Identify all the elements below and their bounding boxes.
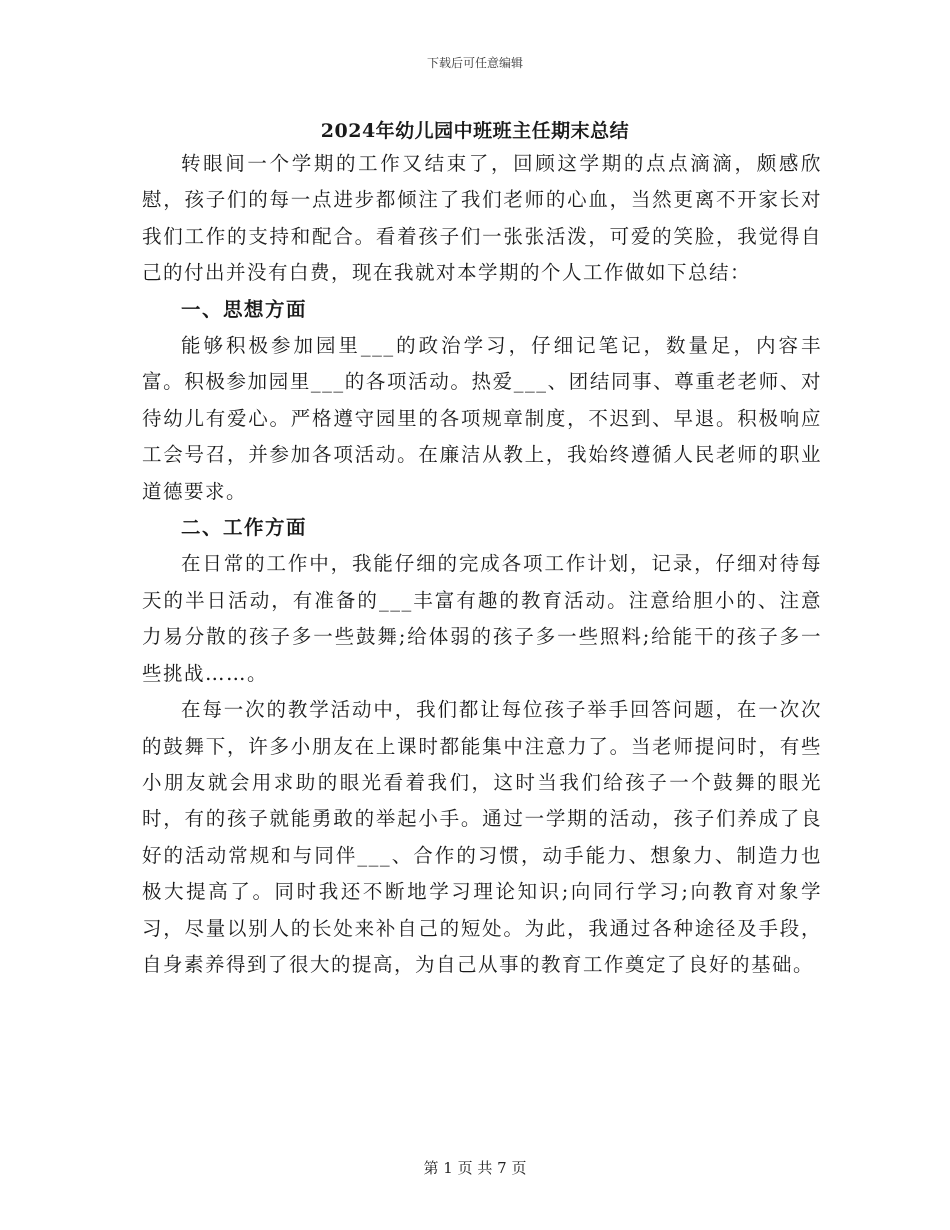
document-title: 2024年幼儿园中班班主任期末总结 bbox=[320, 120, 630, 142]
work-paragraph-1: 在日常的工作中，我能仔细的完成各项工作计划，记录，仔细对待每天的半日活动，有准备的___丰富有趣的教育活动。注意给胆小的、注意力易分散的孩子多一些鼓舞;给体弱的孩子多一些照料;给能干的孩子多一些挑战……。 bbox=[142, 552, 822, 685]
header-note: 下载后可任意编辑 bbox=[426, 56, 523, 70]
page-number: 第 1 页 共 7 页 bbox=[423, 1159, 527, 1177]
section-heading-work: 二、工作方面 bbox=[181, 516, 308, 540]
section-heading-thought: 一、思想方面 bbox=[181, 297, 308, 321]
thought-paragraph: 能够积极参加园里___的政治学习，仔细记笔记，数量足，内容丰富。积极参加园里___的各项活动。热爱___、团结同事、尊重老老师、对待幼儿有爱心。严格遵守园里的各项规章制度，不迟到、早退。积极响应工会号召，并参加各项活动。在廉洁从教上，我始终遵循人民老师的职业道德要求。 bbox=[142, 334, 822, 503]
intro-paragraph: 转眼间一个学期的工作又结束了，回顾这学期的点点滴滴，颇感欣慰，孩子们的每一点进步都倾注了我们老师的心血，当然更离不开家长对我们工作的支持和配合。看着孩子们一张张活泼，可爱的笑脸，我觉得自己的付出并没有白费，现在我就对本学期的个人工作做如下总结： bbox=[142, 152, 822, 285]
document-body bbox=[142, 146, 822, 983]
work-paragraph-2: 在每一次的教学活动中，我们都让每位孩子举手回答问题，在一次次的鼓舞下，许多小朋友在上课时都能集中注意力了。当老师提问时，有些小朋友就会用求助的眼光看着我们，这时当我们给孩子一个鼓舞的眼光时，有的孩子就能勇敢的举起小手。通过一学期的活动，孩子们养成了良好的活动常规和与同伴___、合作的习惯，动手能力、想象力、制造力也极大提高了。同时我还不断地学习理论知识;向同行学习;向教育对象学习，尽量以别人的长处来补自己的短处。为此，我通过各种途径及手段，自身素养得到了很大的提高，为自己从事的教育工作奠定了良好的基础。 bbox=[142, 698, 822, 976]
